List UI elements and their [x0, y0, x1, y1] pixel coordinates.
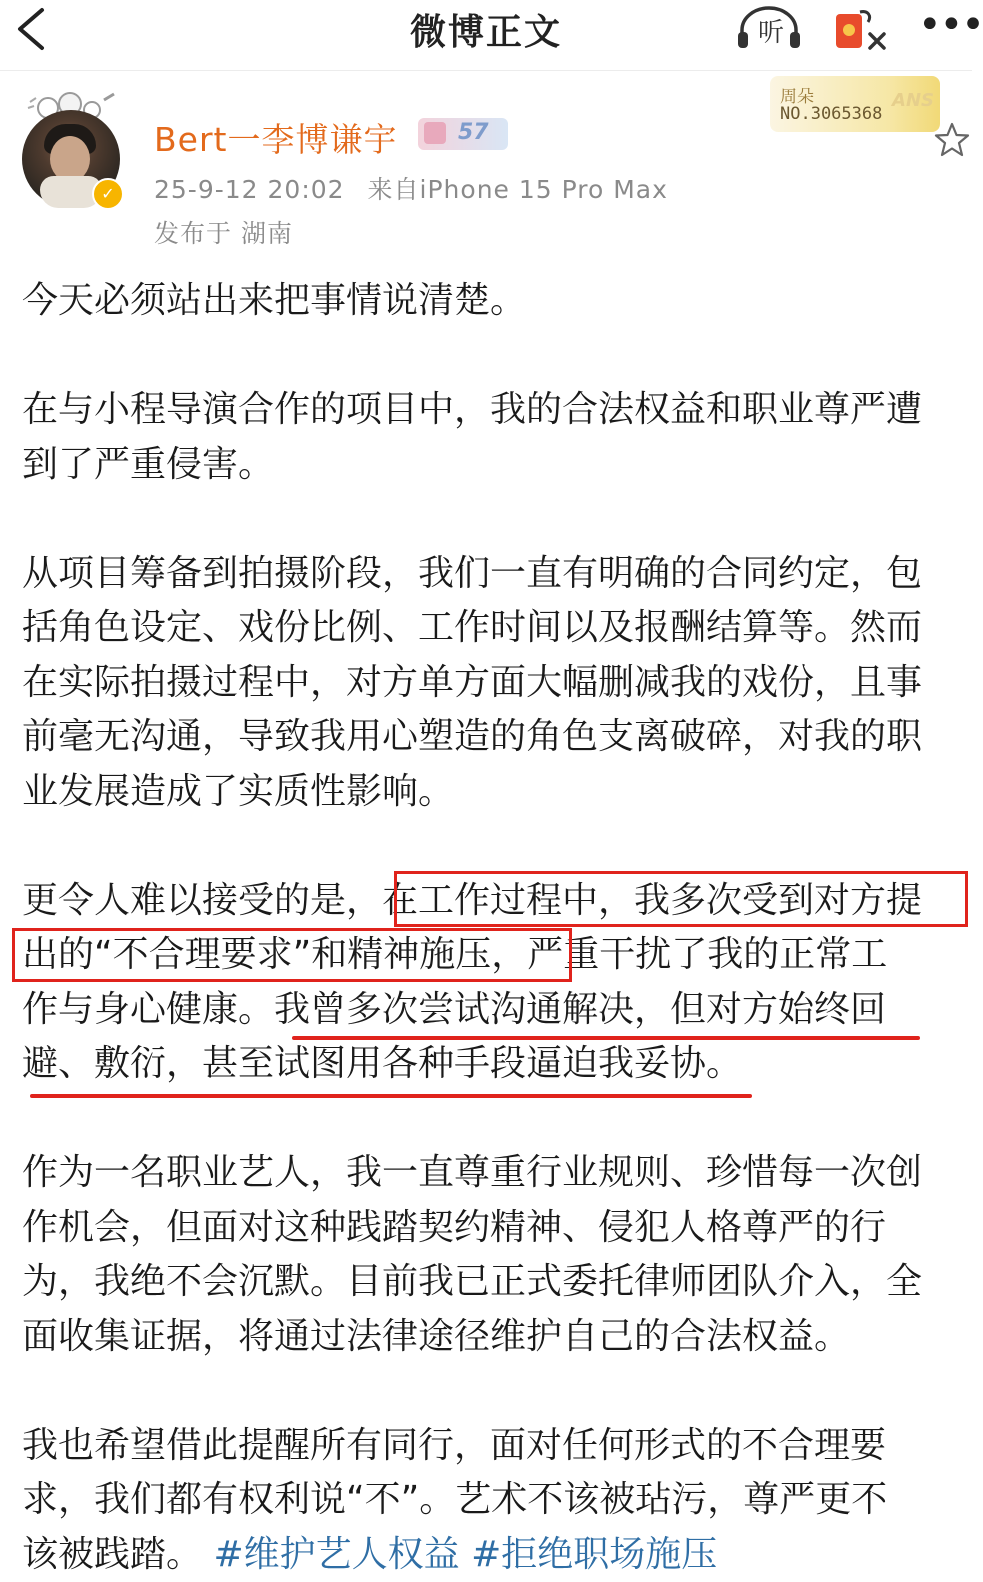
text-line: 求，我们都有权利说“不”。艺术不该被玷污，尊严更不	[22, 1473, 966, 1528]
hashtag-link[interactable]: #维护艺人权益	[213, 1534, 459, 1575]
text-line: 到了严重侵害。	[22, 438, 966, 493]
paragraph-5	[22, 1146, 966, 1364]
text-line: 今天必须站出来把事情说清楚。	[22, 274, 966, 329]
text-line-last	[22, 1528, 966, 1582]
text-line: 面收集证据，将通过法律途径维护自己的合法权益。	[22, 1310, 966, 1365]
text-line: 在实际拍摄过程中，对方单方面大幅删减我的戏份，且事	[22, 656, 966, 711]
text-line: 从项目筹备到拍摄阶段，我们一直有明确的合同约定，包	[22, 547, 966, 602]
fan-card-deco: ANS	[892, 90, 934, 111]
level-badge	[418, 118, 508, 150]
paragraph-3	[22, 547, 966, 820]
text-line: 更令人难以接受的是，在工作过程中，我多次受到对方提	[22, 874, 966, 929]
top-nav-bar	[0, 0, 972, 71]
red-packet-icon[interactable]	[834, 4, 888, 52]
fan-card-label: 周朵	[780, 82, 814, 107]
paragraph-6	[22, 1419, 966, 1582]
verified-icon: ✓	[92, 178, 124, 210]
text-line: 我也希望借此提醒所有同行，面对任何形式的不合理要	[22, 1419, 966, 1474]
listen-button[interactable]	[736, 6, 802, 50]
page-title: 微博正文	[0, 4, 972, 55]
post-location: 发布于 湖南	[154, 214, 293, 250]
more-icon[interactable]: •••	[918, 2, 983, 48]
text-line: 作与身心健康。我曾多次尝试沟通解决，但对方始终回	[22, 983, 966, 1038]
text-line: 括角色设定、戏份比例、工作时间以及报酬结算等。然而	[22, 601, 966, 656]
last-line-text: 该被践踏。	[22, 1534, 202, 1575]
hashtag-link[interactable]: #拒绝职场施压	[471, 1534, 717, 1575]
author-name[interactable]: Bert一李博谦宇	[154, 114, 397, 161]
highlight-underline	[30, 1094, 752, 1098]
text-line: 业发展造成了实质性影响。	[22, 765, 966, 820]
text-line: 为，我绝不会沉默。目前我已正式委托律师团队介入，全	[22, 1255, 966, 1310]
post-timestamp: 25-9-12 20:02	[154, 175, 345, 204]
level-value: 57	[458, 120, 489, 145]
level-icon	[424, 122, 446, 144]
paragraph-1	[22, 274, 966, 329]
text-line: 避、敷衍，甚至试图用各种手段逼迫我妥协。	[22, 1037, 966, 1092]
paragraph-2	[22, 383, 966, 492]
text-line: 作机会，但面对这种践踏契约精神、侵犯人格尊严的行	[22, 1201, 966, 1256]
highlight-box	[12, 928, 572, 982]
fan-card[interactable]	[770, 76, 940, 132]
highlight-underline	[292, 1036, 920, 1040]
text-line: 作为一名职业艺人，我一直尊重行业规则、珍惜每一次创	[22, 1146, 966, 1201]
text-line: 在与小程导演合作的项目中，我的合法权益和职业尊严遭	[22, 383, 966, 438]
highlight-box	[394, 871, 968, 927]
fan-card-number: NO.3065368	[780, 104, 882, 124]
text-line: 出的“不合理要求”和精神施压，严重干扰了我的正常工	[22, 928, 966, 983]
listen-label: 听	[758, 12, 784, 49]
text-line: 前毫无沟通，导致我用心塑造的角色支离破碎，对我的职	[22, 710, 966, 765]
post-source: 来自iPhone 15 Pro Max	[368, 175, 668, 204]
post-meta	[154, 170, 668, 206]
favorite-star-icon[interactable]	[934, 122, 970, 158]
